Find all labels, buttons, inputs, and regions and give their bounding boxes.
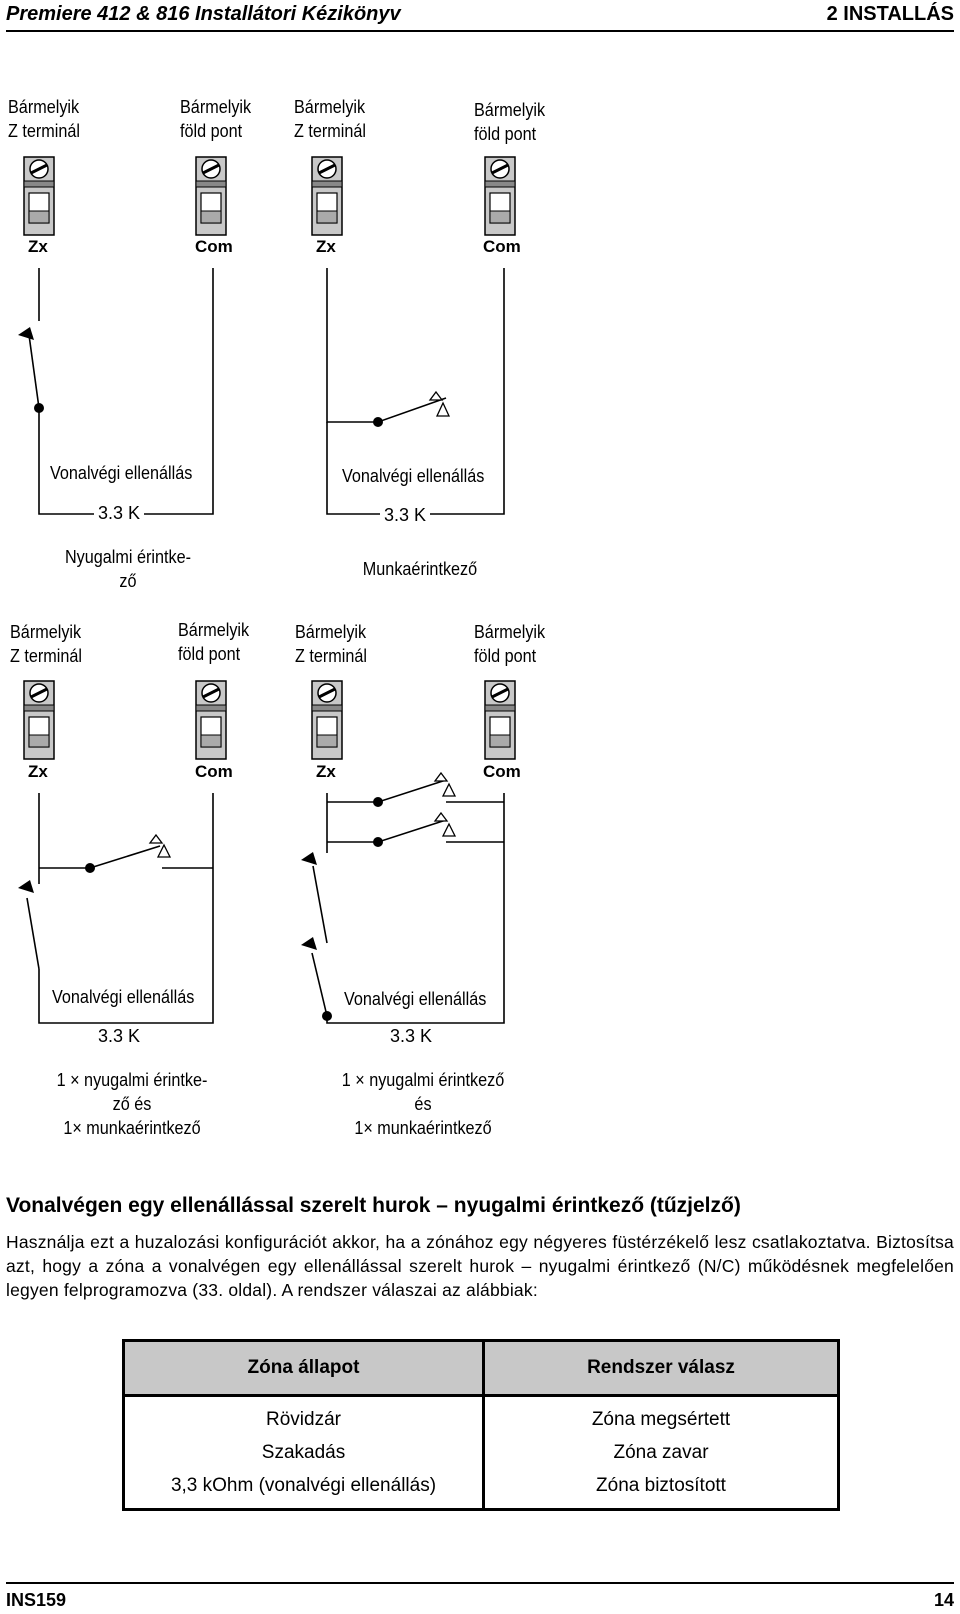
table-header-row: [124, 1341, 839, 1396]
terminal-code: Com: [195, 237, 233, 256]
table-cell: Rövidzár: [124, 1396, 484, 1437]
table-cell: 3,3 kOhm (vonalvégi ellenállás): [124, 1469, 484, 1510]
eol-label: Vonalvégi ellenállás: [344, 989, 487, 1009]
diagram-caption: 1 × nyugalmi érintkező és 1× munkaérintkező: [341, 1070, 505, 1138]
terminal-code: Zx: [316, 762, 336, 781]
resistor-value: 3.3 K: [94, 501, 144, 525]
terminal-icon: [485, 157, 515, 235]
terminal-code: Zx: [28, 237, 48, 256]
terminal-icon: [312, 157, 342, 235]
diagram-caption: Nyugalmi érintke- ző: [64, 547, 192, 591]
column-header: Rendszer válasz: [484, 1341, 839, 1396]
terminal-code: Zx: [316, 237, 336, 256]
section-paragraph: Használja ezt a huzalozási konfigurációt akkor, ha a zónához egy négyeres füstérzékelő lesz csatlakoztatva. Biztosítsa azt, hogy a zóna a vonalvégen egy ellenállással szerelt hurok – nyugalmi érintkező (N/C) működésnek megfelelően legyen felprogramozva (33. oldal). A rendszer válaszai az alábbiak:: [6, 1232, 954, 1300]
resistor-value: 3.3 K: [94, 1024, 144, 1048]
table-row: [124, 1436, 839, 1469]
section-heading: Vonalvégen egy ellenállással szerelt hurok – nyugalmi érintkező (tűzjelző): [6, 1194, 741, 1217]
eol-label: Vonalvégi ellenállás: [50, 463, 193, 483]
ground-label: Bármelyik föld pont: [180, 97, 252, 141]
resistor-value: 3.3 K: [386, 1024, 436, 1048]
table-cell: Zóna biztosított: [596, 1474, 726, 1496]
terminal-icon: [196, 157, 226, 235]
eol-label: Vonalvégi ellenállás: [52, 987, 195, 1007]
terminal-label: Bármelyik Z terminál: [10, 622, 83, 666]
terminal-code: Com: [195, 762, 233, 781]
resistor-value: 3.3 K: [380, 503, 430, 527]
document-title: Premiere 412 & 816 Installátori Kézikönyv: [6, 3, 401, 25]
table-row: [124, 1469, 839, 1510]
ground-label: Bármelyik föld pont: [474, 622, 546, 666]
table-cell: Zóna zavar: [613, 1441, 709, 1463]
terminal-icon: [24, 157, 54, 235]
table-cell: Zóna megsértett: [591, 1408, 731, 1430]
terminal-icon: [24, 681, 54, 759]
terminal-icon: [196, 681, 226, 759]
chapter-title: 2 INSTALLÁS: [826, 3, 954, 25]
ground-label: Bármelyik föld pont: [178, 620, 250, 664]
ground-label: Bármelyik föld pont: [474, 100, 546, 144]
table-cell: Szakadás: [124, 1436, 484, 1469]
diagram-caption: Munkaérintkező: [362, 559, 478, 579]
terminal-label: Bármelyik Z terminál: [8, 97, 81, 141]
terminal-code: Com: [483, 762, 521, 781]
page-number: 14: [933, 1590, 954, 1610]
eol-label: Vonalvégi ellenállás: [342, 466, 485, 486]
table-row: [124, 1396, 839, 1437]
diagram-caption: 1 × nyugalmi érintke- ző és 1× munkaérintkező: [56, 1070, 208, 1138]
terminal-label: Bármelyik Z terminál: [295, 622, 368, 666]
terminal-code: Com: [483, 237, 521, 256]
terminal-code: Zx: [28, 762, 48, 781]
terminal-icon: [312, 681, 342, 759]
terminal-label: Bármelyik Z terminál: [294, 97, 367, 141]
zone-response-table: [122, 1339, 840, 1511]
document-id: INS159: [6, 1590, 67, 1610]
page-footer: [6, 1582, 954, 1614]
column-header: Zóna állapot: [124, 1341, 484, 1396]
terminal-icon: [485, 681, 515, 759]
